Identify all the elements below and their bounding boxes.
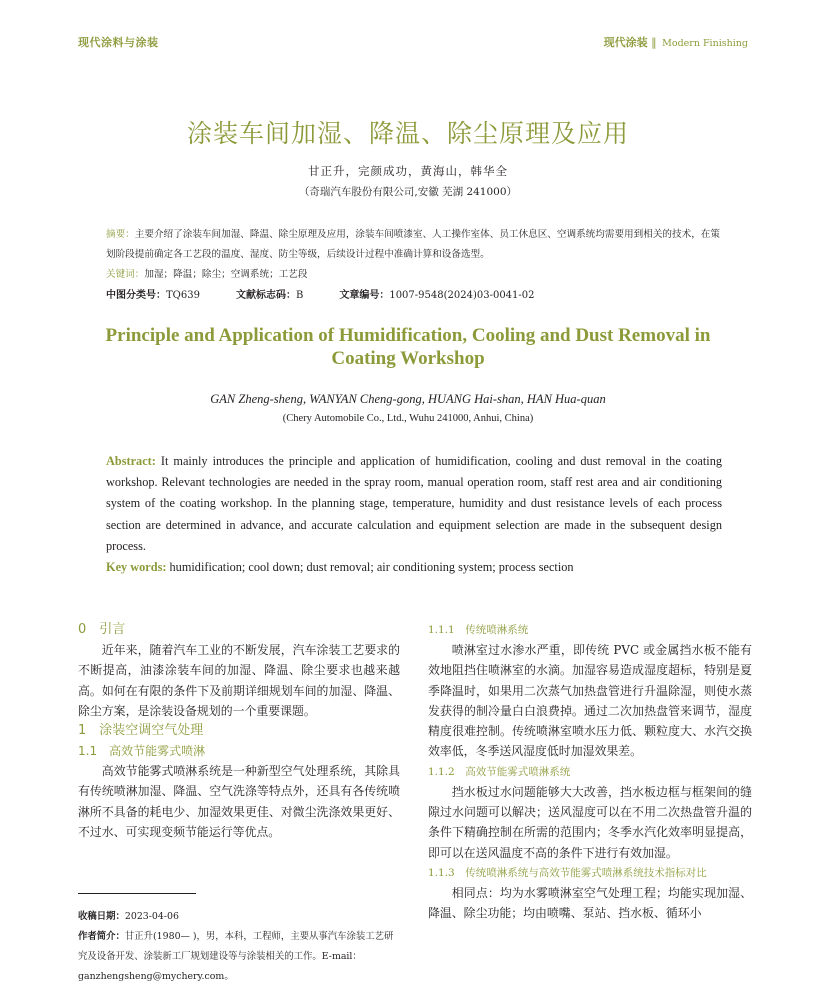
- footnote: [78, 907, 402, 987]
- clc-value: TQ639: [166, 290, 200, 301]
- article-title-en: Principle and Application of Humidification, Cooling and Dust Removal in Coating Workshop: [105, 325, 711, 369]
- keywords-en-text: humidification; cool down; dust removal; air conditioning system; process section: [169, 560, 574, 574]
- clc-label: 中图分类号：: [106, 290, 166, 301]
- keywords-cn: [106, 265, 722, 285]
- paragraph-1-1-3: 相同点：均为水雾喷淋室空气处理工程；均能实现加湿、降温、除尘功能；均由喷嘴、泵站、挡水板、循环小: [428, 885, 752, 921]
- paragraph-1-1-2: 挡水板过水问题能够大大改善，挡水板边框与框架间的缝隙过水问题可以解决；送风湿度可以在不用二次热盘管升温的条件下精确控制在所需的范围内；冬季水汽化效率明显提高，即可以在送风温度不高的条件下进行有效加湿。: [428, 784, 752, 860]
- abstract-cn-label: 摘要：: [106, 229, 135, 240]
- paragraph-intro: 近年来，随着汽车工业的不断发展，汽车涂装工艺要求的不断提高，油漆涂装车间的加湿、降温、除尘要求也越来越高。如何在有限的条件下及前期详细规划车间的加湿、降温、除尘方案，是涂装设备规划的一个重要课题。: [78, 643, 400, 718]
- author-bio: [78, 927, 402, 987]
- keywords-en: [106, 557, 722, 578]
- received-value: 2023-04-06: [124, 911, 179, 922]
- article-title-cn: 涂装车间加湿、降温、除尘原理及应用: [186, 119, 629, 148]
- header-separator: ‖: [651, 36, 657, 49]
- keywords-cn-text: 加湿；降温；除尘；空调系统；工艺段: [144, 269, 308, 280]
- classification-line: [106, 286, 535, 301]
- authors-en: GAN Zheng-sheng, WANYAN Cheng-gong, HUANG Hai-shan, HAN Hua-quan: [210, 392, 606, 406]
- affiliation-cn: （奇瑞汽车股份有限公司,安徽 芜湖 241000）: [298, 186, 518, 198]
- section-heading-1: 1 涂装空调空气处理: [78, 723, 204, 739]
- authors-cn: 甘正升，完颜成功，黄海山，韩华全: [308, 164, 508, 178]
- received-label: 收稿日期：: [78, 911, 125, 922]
- abstract-cn: [106, 225, 722, 265]
- body-column-right: [428, 620, 752, 924]
- keywords-en-label: Key words:: [106, 560, 167, 574]
- author-bio-label: 作者简介：: [78, 931, 125, 942]
- keywords-cn-label: 关键词：: [106, 269, 145, 280]
- paragraph-1-1: 高效节能雾式喷淋系统是一种新型空气处理系统，其除具有传统喷淋加湿、降温、空气洗涤等特点外，还具有各传统喷淋所不具备的耗电少、加湿效果更佳、对微尘洗涤效果更好、不过水、可实现变频节能运行等优点。: [78, 764, 400, 840]
- footnote-rule: [78, 893, 196, 894]
- journal-name-cn: 现代涂装: [603, 36, 648, 49]
- section-heading-1-1-1: 1.1.1 传统喷淋系统: [428, 624, 529, 636]
- received-date: [78, 907, 402, 927]
- journal-name-left: 现代涂料与涂装: [78, 36, 159, 49]
- abstract-en: [106, 451, 722, 557]
- doc-code-label: 文献标志码：: [235, 290, 296, 301]
- abstract-cn-block: [106, 225, 722, 285]
- section-heading-intro: 0 引言: [78, 622, 126, 637]
- section-heading-1-1-2: 1.1.2 高效节能雾式喷淋系统: [428, 765, 571, 778]
- author-bio-text: 甘正升(1980— )，男，本科，工程师，主要从事汽车涂装工艺研究及设备开发、涂装新工厂规划建设等与涂装相关的工作。E-mail：ganzhengsheng@mychery.com。: [78, 931, 394, 982]
- abstract-cn-text: 主要介绍了涂装车间加湿、降温、除尘原理及应用，涂装车间喷漆室、人工操作室体、员工休息区、空调系统均需要用到相关的技术，在策划阶段提前确定各工艺段的温度、湿度、防尘等级，后续设计过程中准确计算和设备选型。: [106, 229, 720, 260]
- abstract-en-label: Abstract:: [106, 454, 156, 468]
- abstract-en-text: It mainly introduces the principle and application of humidification, cooling and dust removal in the coating workshop. Relevant technologies are needed in the spray room, manual operation room, staff rest area and air conditioning system of the coating workshop. In the planning stage, temperature, humidity and dust resistance levels of each process section are determined in advance, and accurate calculation and equipment selection are made in the subsequent design process.: [106, 454, 722, 553]
- affiliation-en: (Chery Automobile Co., Ltd., Wuhu 241000, Anhui, China): [282, 413, 534, 424]
- section-heading-1-1-3: 1.1.3 传统喷淋系统与高效节能雾式喷淋系统技术指标对比: [428, 866, 707, 879]
- journal-name-en: Modern Finishing: [662, 38, 748, 49]
- doc-code-value: B: [295, 290, 304, 301]
- article-no-value: 1007-9548(2024)03-0041-02: [389, 290, 535, 301]
- paragraph-1-1-1: 喷淋室过水渗水严重，即传统 PVC 或金属挡水板不能有效地阻挡住喷淋室的水滴。加湿容易造成湿度超标，特别是夏季降温时，如果用二次蒸气加热盘管进行升温除湿，则使水蒸发获得的制冷量白白浪费掉。通过二次加热盘管来调节，湿度精度很难控制。传统喷淋室喷水压力低、颗粒度大、水汽交换效率低，冬季送风湿度低时加湿效果差。: [428, 643, 752, 759]
- body-column-left: [78, 620, 400, 842]
- section-heading-1-1: 1.1 高效节能雾式喷淋: [78, 744, 206, 759]
- journal-name-right: [604, 34, 748, 50]
- article-no-label: 文章编号：: [339, 290, 390, 301]
